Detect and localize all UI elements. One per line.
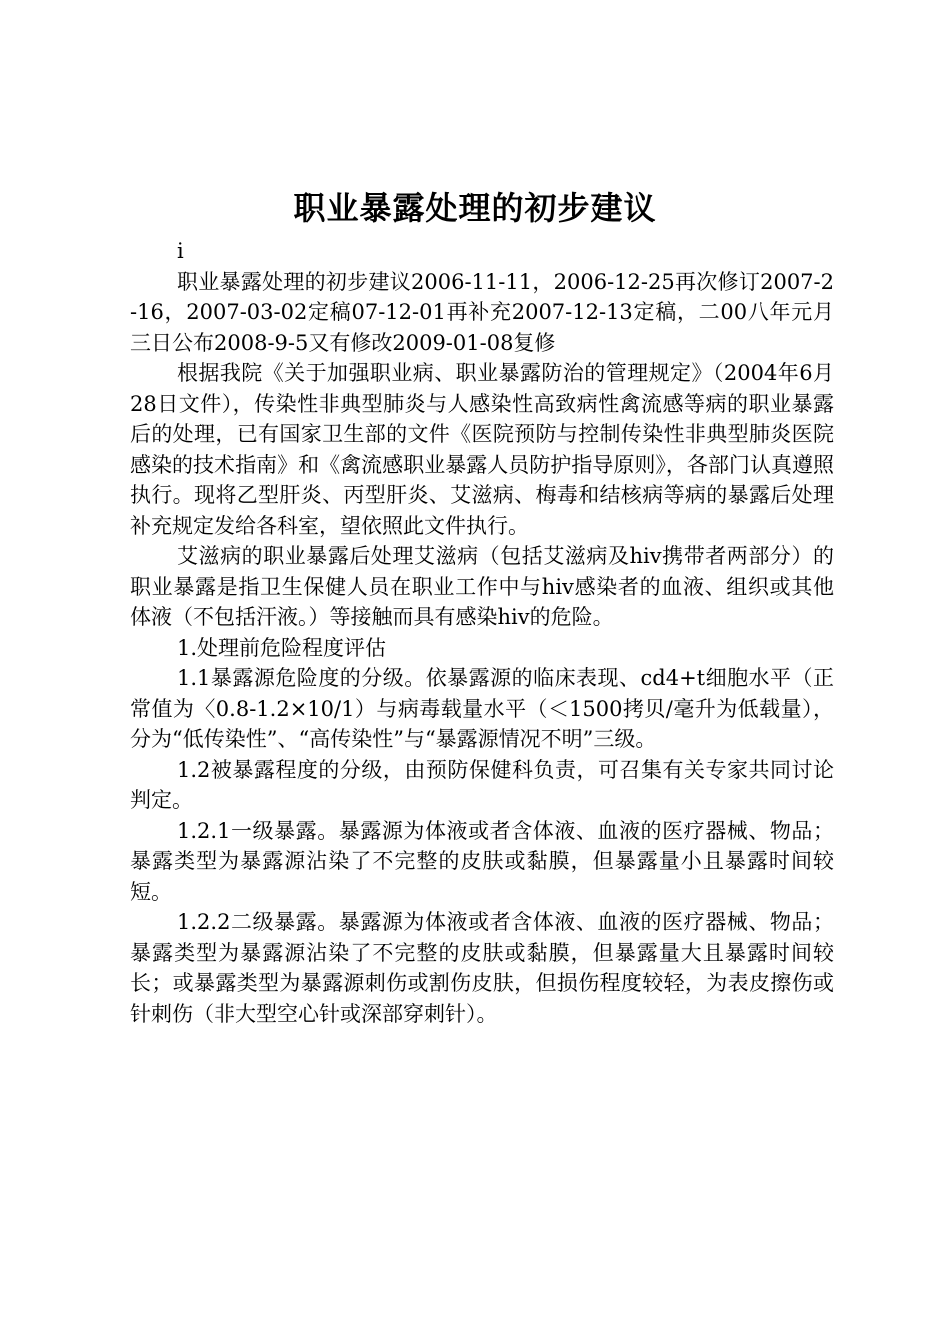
document-body xyxy=(130,236,834,1029)
section-heading-risk-assessment: 1.处理前危险程度评估 xyxy=(177,635,387,660)
paragraph-marker: i xyxy=(177,239,184,263)
paragraph-level-two-exposure: 1.2.2二级暴露。暴露源为体液或者含体液、血液的医疗器械、物品；暴露类型为暴露源沾染了不完整的皮肤或黏膜，但暴露量大且暴露时间较长；或暴露类型为暴露源刺伤或割伤皮肤，但损伤程度较轻，为表皮擦伤或针刺伤（非大型空心针或深部穿刺针）。 xyxy=(130,910,834,1026)
paragraph-revision-history: 职业暴露处理的初步建议2006-11-11，2006-12-25再次修订2007-2-16，2007-03-02定稿07-12-01再补充2007-12-13定稿，二00八年元月三日公布2008-9-5又有修改2009-01-08复修 xyxy=(130,269,834,355)
paragraph-level-one-exposure: 1.2.1一级暴露。暴露源为体液或者含体液、血液的医疗器械、物品；暴露类型为暴露源沾染了不完整的皮肤或黏膜，但暴露量小且暴露时间较短。 xyxy=(130,818,834,904)
paragraph-exposure-degree-grading: 1.2被暴露程度的分级，由预防保健科负责，可召集有关专家共同讨论判定。 xyxy=(130,757,834,812)
paragraph-source-risk-grading: 1.1暴露源危险度的分级。依暴露源的临床表现、cd4+t细胞水平（正常值为〈0.8-1.2×10/1）与病毒载量水平（＜1500拷贝/毫升为低载量），分为“低传染性”、“高传染性”与“暴露源情况不明”三级。 xyxy=(130,666,834,751)
paragraph-basis: 根据我院《关于加强职业病、职业暴露防治的管理规定》（2004年6月28日文件），传染性非典型肺炎与人感染性高致病性禽流感等病的职业暴露后的处理，已有国家卫生部的文件《医院预防与控制传染性非典型肺炎医院感染的技术指南》和《禽流感职业暴露人员防护指导原则》，各部门认真遵照执行。现将乙型肝炎、丙型肝炎、艾滋病、梅毒和结核病等病的暴露后处理补充规定发给各科室，望依照此文件执行。 xyxy=(130,361,834,538)
paragraph-aids-exposure: 艾滋病的职业暴露后处理艾滋病（包括艾滋病及hiv携带者两部分）的职业暴露是指卫生保健人员在职业工作中与hiv感染者的血液、组织或其他体液（不包括汗液。）等接触而具有感染hiv的危险。 xyxy=(130,544,834,629)
document-title: 职业暴露处理的初步建议 xyxy=(293,189,657,227)
